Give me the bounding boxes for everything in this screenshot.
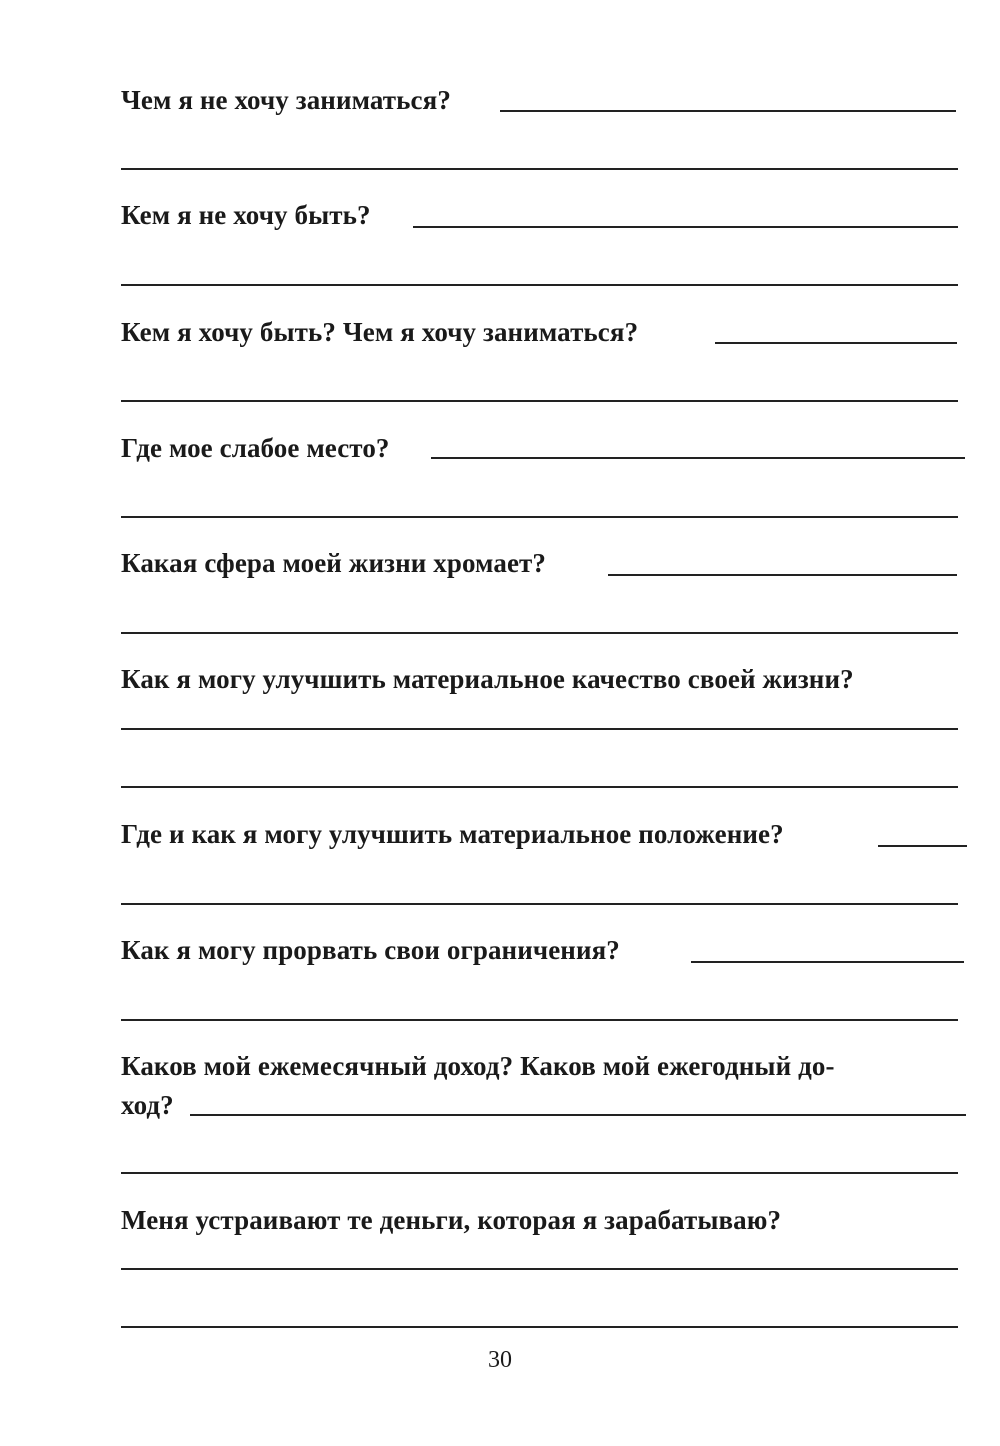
answer-line-6b[interactable] bbox=[121, 786, 958, 788]
answer-line-7a[interactable] bbox=[878, 845, 967, 847]
answer-line-9a[interactable] bbox=[190, 1114, 966, 1116]
answer-line-2a[interactable] bbox=[413, 226, 958, 228]
question-9-label-line1: Каков мой ежемесячный доход? Каков мой ежегодный до- bbox=[121, 1051, 835, 1081]
question-10-label: Меня устраивают те деньги, которая я зарабатываю? bbox=[121, 1205, 782, 1235]
answer-line-5a[interactable] bbox=[608, 574, 957, 576]
answer-line-8a[interactable] bbox=[691, 961, 964, 963]
question-2-label: Кем я не хочу быть? bbox=[121, 200, 371, 230]
answer-line-7b[interactable] bbox=[121, 903, 958, 905]
answer-line-10a[interactable] bbox=[121, 1268, 958, 1270]
answer-line-4b[interactable] bbox=[121, 516, 958, 518]
question-9-label-line2: ход? bbox=[121, 1090, 174, 1120]
answer-line-6a[interactable] bbox=[121, 728, 958, 730]
page-number: 30 bbox=[488, 1347, 512, 1373]
question-3-label: Кем я хочу быть? Чем я хочу заниматься? bbox=[121, 317, 639, 347]
question-7-label: Где и как я могу улучшить материальное положение? bbox=[121, 819, 784, 849]
answer-line-4a[interactable] bbox=[431, 457, 965, 459]
question-5-label: Какая сфера моей жизни хромает? bbox=[121, 548, 547, 578]
answer-line-1a[interactable] bbox=[500, 110, 956, 112]
answer-line-2b[interactable] bbox=[121, 284, 958, 286]
question-8-label: Как я могу прорвать свои ограничения? bbox=[121, 935, 620, 965]
answer-line-9b[interactable] bbox=[121, 1172, 958, 1174]
answer-line-1b[interactable] bbox=[121, 168, 958, 170]
question-1-label: Чем я не хочу заниматься? bbox=[121, 85, 451, 115]
answer-line-5b[interactable] bbox=[121, 632, 958, 634]
answer-line-3a[interactable] bbox=[715, 342, 957, 344]
question-4-label: Где мое слабое место? bbox=[121, 433, 390, 463]
answer-line-10b[interactable] bbox=[121, 1326, 958, 1328]
question-6-label: Как я могу улучшить материальное качество своей жизни? bbox=[121, 664, 854, 694]
answer-line-8b[interactable] bbox=[121, 1019, 958, 1021]
answer-line-3b[interactable] bbox=[121, 400, 958, 402]
